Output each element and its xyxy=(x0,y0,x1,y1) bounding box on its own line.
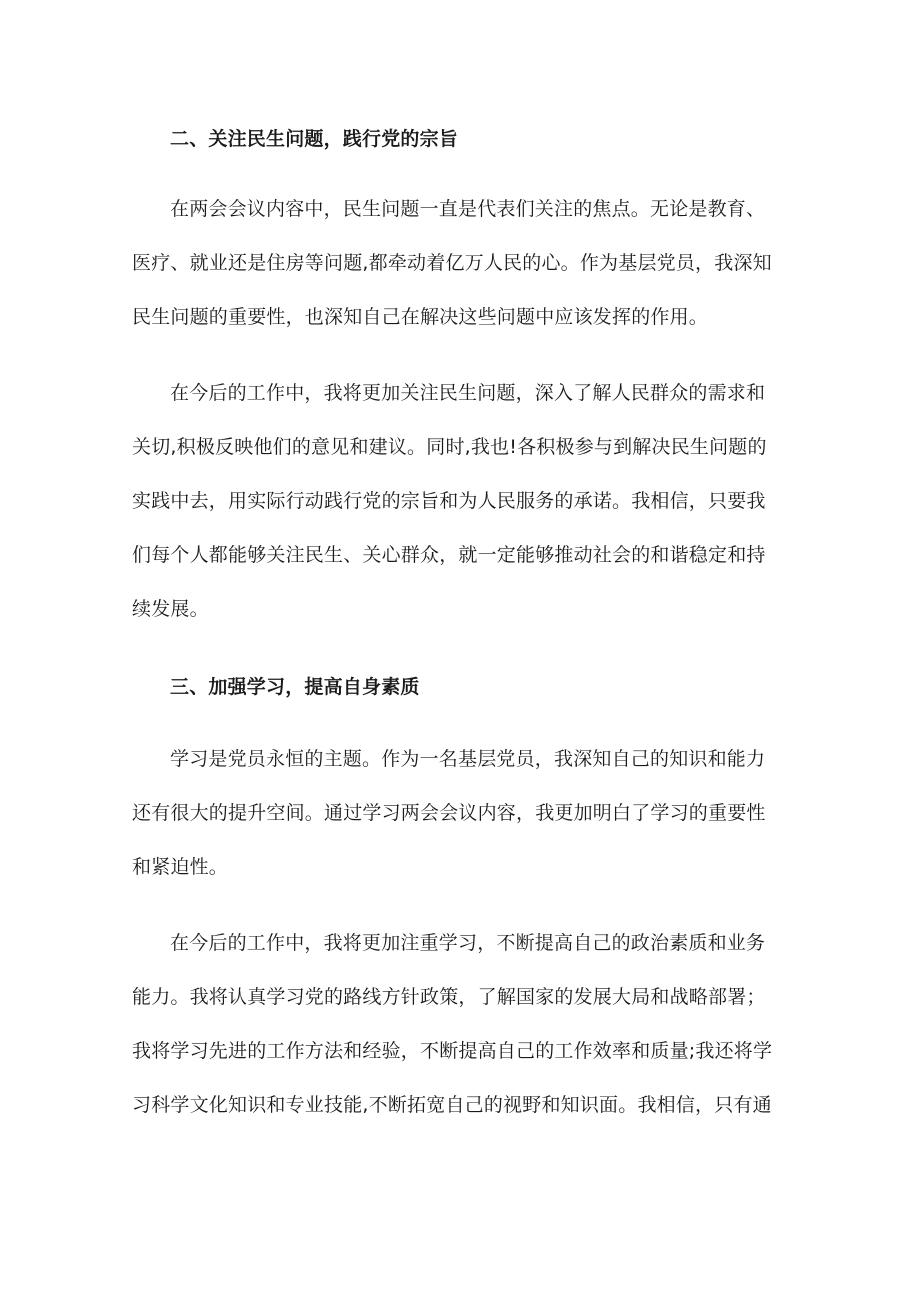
section-heading-2: 二、关注民生问题，践行党的宗旨 xyxy=(170,128,459,150)
paragraph-line: 们每个人都能够关注民生、关心群众，就一定能够推动社会的和谐稳定和持 xyxy=(132,544,766,566)
paragraph-line: 还有很大的提升空间。通过学习两会会议内容，我更加明白了学习的重要性 xyxy=(132,802,766,824)
paragraph-line: 和紧迫性。 xyxy=(132,856,229,878)
section-heading-3: 三、加强学习，提高自身素质 xyxy=(170,676,420,698)
paragraph-line: 续发展。 xyxy=(132,598,209,620)
paragraph-line: 在今后的工作中，我将更加注重学习，不断提高自己的政治素质和业务 xyxy=(170,932,766,954)
paragraph-line: 在今后的工作中，我将更加关注民生问题，深入了解人民群众的需求和 xyxy=(170,382,766,404)
paragraph-line: 能力。我将认真学习党的路线方针政策，了解国家的发展大局和战略部署； xyxy=(132,986,766,1008)
paragraph-line: 民生问题的重要性，也深知自己在解决这些问题中应该发挥的作用。 xyxy=(132,306,709,328)
paragraph-line: 关切,积极反映他们的意见和建议。同时,我也!各积极参与到解决民生问题的 xyxy=(132,436,767,458)
paragraph-line: 习科学文化知识和专业技能,不断拓宽自己的视野和知识面。我相信，只有通 xyxy=(132,1094,772,1116)
paragraph-line: 医疗、就业还是住房等问题,都牵动着亿万人民的心。作为基层党员，我深知 xyxy=(132,252,772,274)
paragraph-line: 我将学习先进的工作方法和经验，不断提高自己的工作效率和质量;我还将学 xyxy=(132,1040,773,1062)
paragraph-line: 在两会会议内容中，民生问题一直是代表们关注的焦点。无论是教育、 xyxy=(170,198,766,220)
paragraph-line: 实践中去，用实际行动践行党的宗旨和为人民服务的承诺。我相信，只要我 xyxy=(132,490,766,512)
paragraph-line: 学习是党员永恒的主题。作为一名基层党员，我深知自己的知识和能力 xyxy=(170,748,766,770)
